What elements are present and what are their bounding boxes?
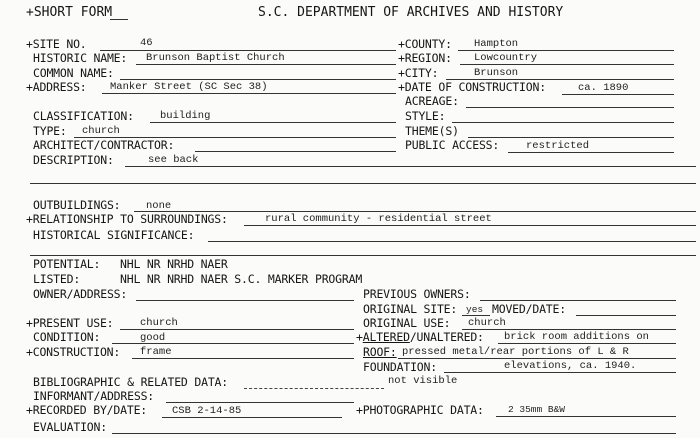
description-label: DESCRIPTION: [33,153,114,167]
theme-label: THEME(S) [405,124,459,138]
relationship-field[interactable] [244,225,696,226]
classification-value: building [160,110,211,122]
outbuildings-value: none [146,200,172,212]
region-value: Lowcountry [474,52,538,64]
significance-line-2[interactable] [30,255,696,256]
previous-owners-field[interactable] [480,300,676,301]
style-field[interactable] [452,122,674,123]
construction-field[interactable] [132,358,354,359]
construction-label: +CONSTRUCTION: [26,345,121,359]
present-use-label: +PRESENT USE: [26,316,114,330]
public-access-value: restricted [526,140,590,152]
original-use-label: ORIGINAL USE: [363,316,451,330]
site-no-label: +SITE NO. [26,37,87,51]
condition-value: good [140,332,166,344]
acreage-label: ACREAGE: [405,94,459,108]
original-site-field[interactable] [462,315,490,316]
short-form-label: +SHORT FORM [26,5,113,20]
original-site-label: ORIGINAL SITE: [363,302,458,316]
county-field[interactable] [458,50,674,51]
style-label: STYLE: [405,109,446,123]
recorded-by-value: CSB 2-14-85 [172,405,242,417]
relationship-label: +RELATIONSHIP TO SURROUNDINGS: [26,212,228,226]
short-form-blank[interactable] [110,19,128,20]
relationship-value: rural community - residential street [265,213,492,225]
historical-significance-field[interactable] [208,241,696,242]
potential-options[interactable]: NHL NR NRHD NAER [120,257,228,271]
region-label: +REGION: [398,51,452,65]
roof-value: pressed metal/rear portions of L & R [402,346,629,358]
classification-field[interactable] [150,122,396,123]
historic-name-label: HISTORIC NAME: [33,51,128,65]
roof-field[interactable] [398,358,676,359]
roof-label: ROOF: [363,345,397,359]
date-construction-value: ca. 1890 [578,82,629,94]
date-construction-label: +DATE OF CONSTRUCTION: [398,80,546,94]
previous-owners-label: PREVIOUS OWNERS: [363,287,471,301]
address-value: Manker Street (SC Sec 38) [110,81,268,93]
construction-value: frame [140,346,172,358]
historical-significance-label: HISTORICAL SIGNIFICANCE: [33,228,195,242]
foundation-value: elevations, ca. 1940. [504,360,637,372]
description-value: see back [148,154,199,166]
recorded-by-field[interactable] [162,417,342,418]
acreage-field[interactable] [466,107,674,108]
altered-field[interactable] [498,343,676,344]
photographic-data-label: +PHOTOGRAPHIC DATA: [356,403,484,417]
original-site-value: yes [466,304,484,315]
outbuildings-label: OUTBUILDINGS: [33,198,121,212]
present-use-value: church [140,317,178,329]
original-use-field[interactable] [462,329,676,330]
potential-label: POTENTIAL: [33,257,101,271]
description-field[interactable] [125,166,696,167]
moved-date-label: MOVED/DATE: [492,302,566,316]
evaluation-label: EVALUATION: [33,420,107,434]
foundation-field[interactable] [444,372,676,373]
owner-address-field[interactable] [136,300,354,301]
altered-option[interactable]: ALTERED [362,330,410,344]
type-label: TYPE: [33,124,67,138]
condition-field[interactable] [112,343,354,344]
condition-label: CONDITION: [33,330,101,344]
type-value: church [82,125,120,137]
present-use-field[interactable] [120,329,354,330]
description-line-2[interactable] [30,183,696,184]
city-value: Brunson [474,67,519,79]
bibliographic-label: BIBLIOGRAPHIC & RELATED DATA: [33,375,228,389]
city-label: +CITY: [398,66,439,80]
bibliographic-field[interactable] [244,388,384,389]
architect-field[interactable] [195,151,396,152]
common-name-label: COMMON NAME: [33,66,114,80]
photographic-data-value: 2 35mm B&W [508,404,566,415]
county-label: +COUNTY: [398,37,452,51]
informant-address-label: INFORMANT/ADDRESS: [33,389,155,403]
region-field[interactable] [460,64,674,65]
address-field[interactable] [102,93,396,94]
date-construction-field[interactable] [562,94,674,95]
listed-label: LISTED: [33,272,81,286]
listed-options[interactable]: NHL NR NRHD NAER S.C. MARKER PROGRAM [120,272,363,286]
evaluation-field[interactable] [112,433,676,434]
photographic-data-field[interactable] [496,416,676,417]
owner-address-label: OWNER/ADDRESS: [33,287,128,301]
address-label: +ADDRESS: [26,80,87,94]
altered-value: brick room additions on [504,331,649,343]
moved-date-field[interactable] [576,315,676,316]
classification-label: CLASSIFICATION: [33,109,134,123]
common-name-field[interactable] [120,79,396,80]
site-no-value: 46 [140,37,153,49]
original-use-value: church [468,317,506,329]
historic-name-field[interactable] [136,64,396,65]
public-access-label: PUBLIC ACCESS: [405,138,500,152]
department-title: S.C. DEPARTMENT OF ARCHIVES AND HISTORY [258,5,564,20]
recorded-by-label: +RECORDED BY/DATE: [26,403,148,417]
altered-row [356,331,484,344]
historic-name-value: Brunson Baptist Church [146,52,285,64]
county-value: Hampton [474,38,519,50]
architect-label: ARCHITECT/CONTRACTOR: [33,138,175,152]
unaltered-option[interactable]: /UNALTERED: [409,330,484,344]
public-access-field[interactable] [508,152,674,153]
informant-address-field[interactable] [166,402,354,403]
site-no-field[interactable] [100,50,396,51]
altered-prefix: + [356,330,363,344]
foundation-label: FOUNDATION: [363,360,437,374]
foundation-not-visible: not visible [388,375,458,387]
